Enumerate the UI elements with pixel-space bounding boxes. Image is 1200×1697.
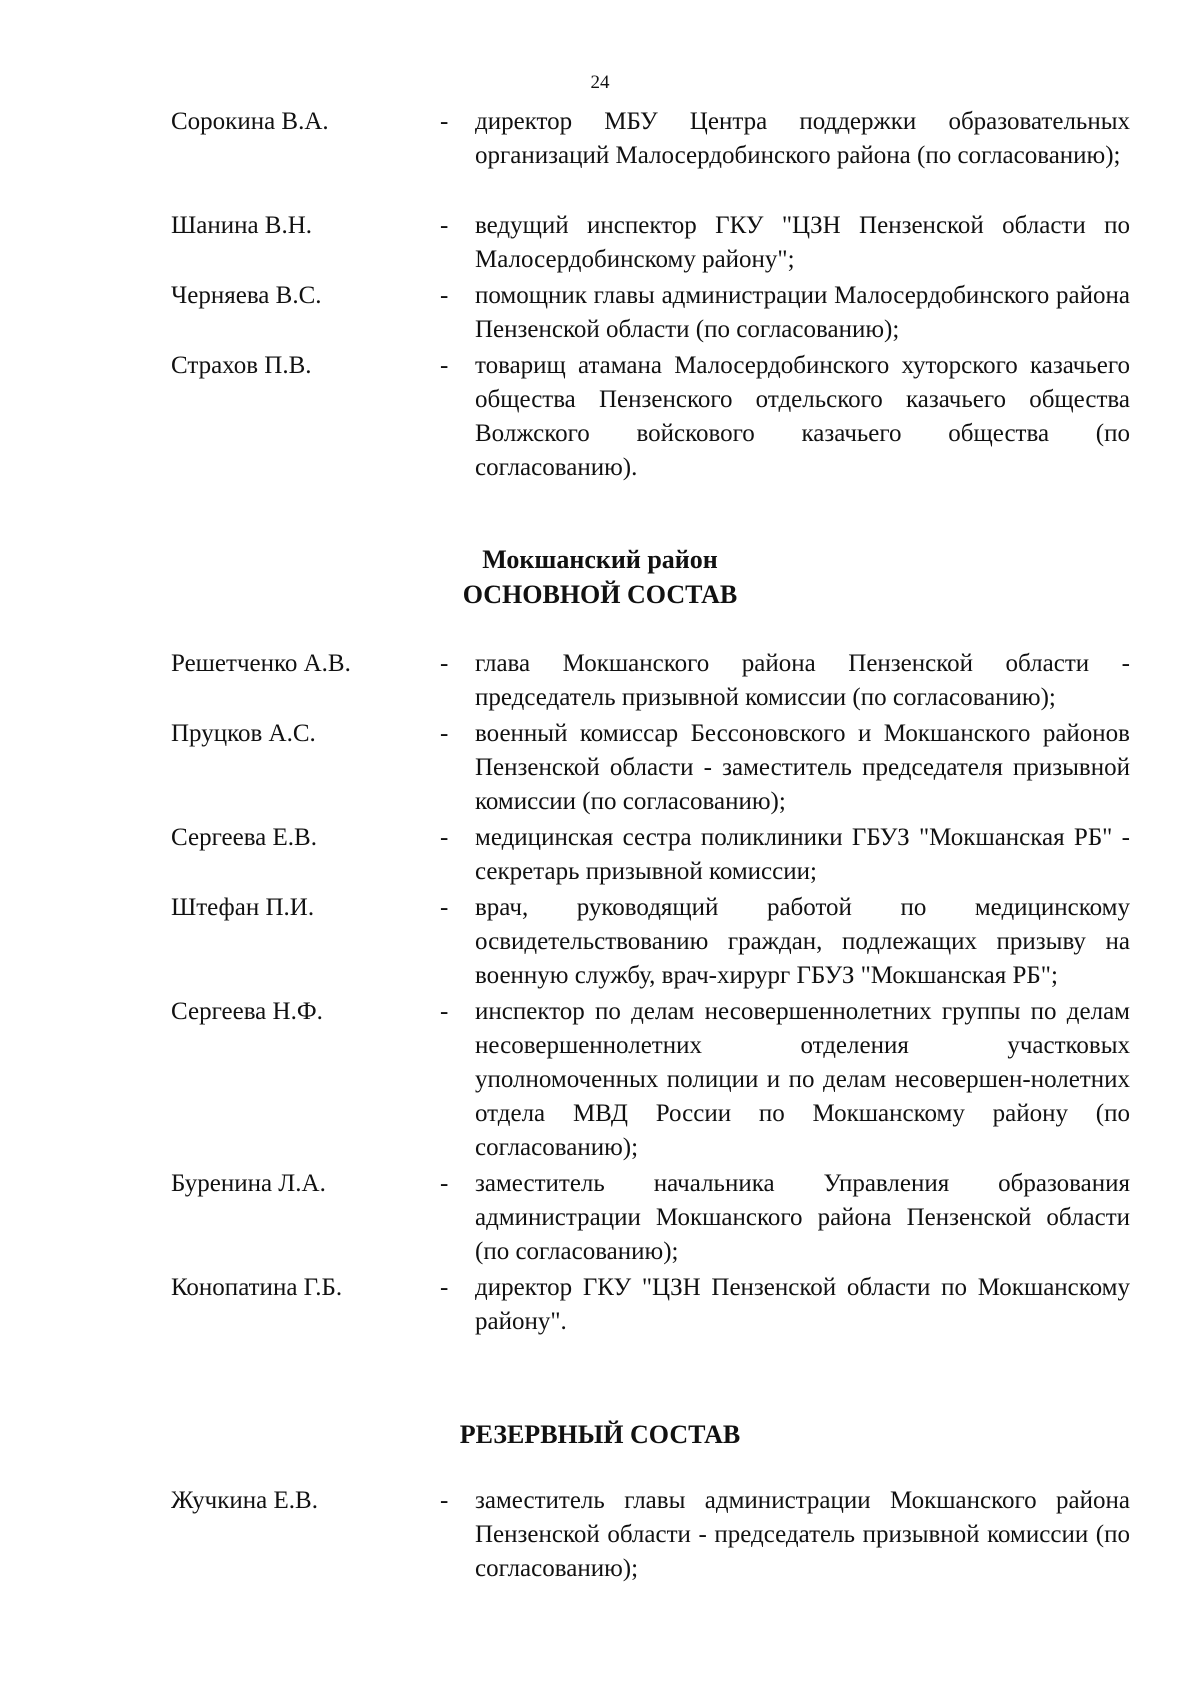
member-position: ведущий инспектор ГКУ "ЦЗН Пензенской области по Малосердобинскому району"; <box>475 212 1130 273</box>
member-list-previous <box>0 105 1200 489</box>
member-name: Конопатина Г.Б. <box>171 1274 343 1301</box>
separator-dash: - <box>440 998 449 1025</box>
member-position: директор МБУ Центра поддержки образовательных организаций Малосердобинского района (по согласованию); <box>475 108 1130 169</box>
list-item <box>0 105 1200 209</box>
member-position: инспектор по делам несовершеннолетних группы по делам несовершеннолетних отделения участковых уполномоченных полиции и по делам несовершен-нолетних отдела МВД России по Мокшанскому району (по согласованию); <box>475 998 1130 1161</box>
separator-dash: - <box>440 352 449 379</box>
member-name: Решетченко А.В. <box>171 650 351 677</box>
list-item <box>0 995 1200 1167</box>
member-position: директор ГКУ "ЦЗН Пензенской области по Мокшанскому району". <box>475 1274 1130 1335</box>
list-item <box>0 209 1200 279</box>
list-item <box>0 1167 1200 1271</box>
list-item <box>0 349 1200 489</box>
page-number: 24 <box>590 72 610 93</box>
section-subtitle-reserve: РЕЗЕРВНЫЙ СОСТАВ <box>459 1420 741 1449</box>
member-name: Сорокина В.А. <box>171 108 329 135</box>
member-list-reserve <box>0 1484 1200 1588</box>
list-item <box>0 279 1200 349</box>
member-position: товарищ атамана Малосердобинского хуторского казачьего общества Пензенского отдельского казачьего общества Волжского войскового казачьего общества (по согласованию). <box>475 352 1130 481</box>
separator-dash: - <box>440 894 449 921</box>
section-subtitle-main: ОСНОВНОЙ СОСТАВ <box>462 580 738 609</box>
member-name: Сергеева Н.Ф. <box>171 998 323 1025</box>
separator-dash: - <box>440 1170 449 1197</box>
member-name: Сергеева Е.В. <box>171 824 317 851</box>
separator-dash: - <box>440 824 449 851</box>
member-position: помощник главы администрации Малосердобинского района Пензенской области (по согласованию); <box>475 282 1130 343</box>
separator-dash: - <box>440 720 449 747</box>
separator-dash: - <box>440 212 449 239</box>
list-item <box>0 891 1200 995</box>
member-position: медицинская сестра поликлиники ГБУЗ "Мокшанская РБ" - секретарь призывной комиссии; <box>475 824 1130 885</box>
member-position: заместитель начальника Управления образования администрации Мокшанского района Пензенской области (по согласованию); <box>475 1170 1130 1265</box>
member-name: Черняева В.С. <box>171 282 322 309</box>
member-name: Шанина В.Н. <box>171 212 313 239</box>
list-item <box>0 647 1200 717</box>
separator-dash: - <box>440 108 449 135</box>
member-name: Жучкина Е.В. <box>171 1487 318 1514</box>
list-item <box>0 1484 1200 1588</box>
member-position: врач, руководящий работой по медицинскому освидетельствованию граждан, подлежащих призыву на военную службу, врач-хирург ГБУЗ "Мокшанская РБ"; <box>475 894 1130 989</box>
separator-dash: - <box>440 282 449 309</box>
list-item <box>0 821 1200 891</box>
member-name: Страхов П.В. <box>171 352 312 379</box>
member-position: заместитель главы администрации Мокшанского района Пензенской области - председатель призывной комиссии (по согласованию); <box>475 1487 1130 1582</box>
member-name: Пруцков А.С. <box>171 720 316 747</box>
member-name: Штефан П.И. <box>171 894 315 921</box>
list-item <box>0 717 1200 821</box>
separator-dash: - <box>440 1274 449 1301</box>
separator-dash: - <box>440 1487 449 1514</box>
separator-dash: - <box>440 650 449 677</box>
section-title: Мокшанский район <box>482 545 718 574</box>
member-position: военный комиссар Бессоновского и Мокшанского районов Пензенской области - заместитель председателя призывной комиссии (по согласованию); <box>475 720 1130 815</box>
list-item <box>0 1271 1200 1341</box>
member-list-main <box>0 647 1200 1341</box>
member-name: Буренина Л.А. <box>171 1170 326 1197</box>
member-position: глава Мокшанского района Пензенской области - председатель призывной комиссии (по согласованию); <box>475 650 1130 711</box>
